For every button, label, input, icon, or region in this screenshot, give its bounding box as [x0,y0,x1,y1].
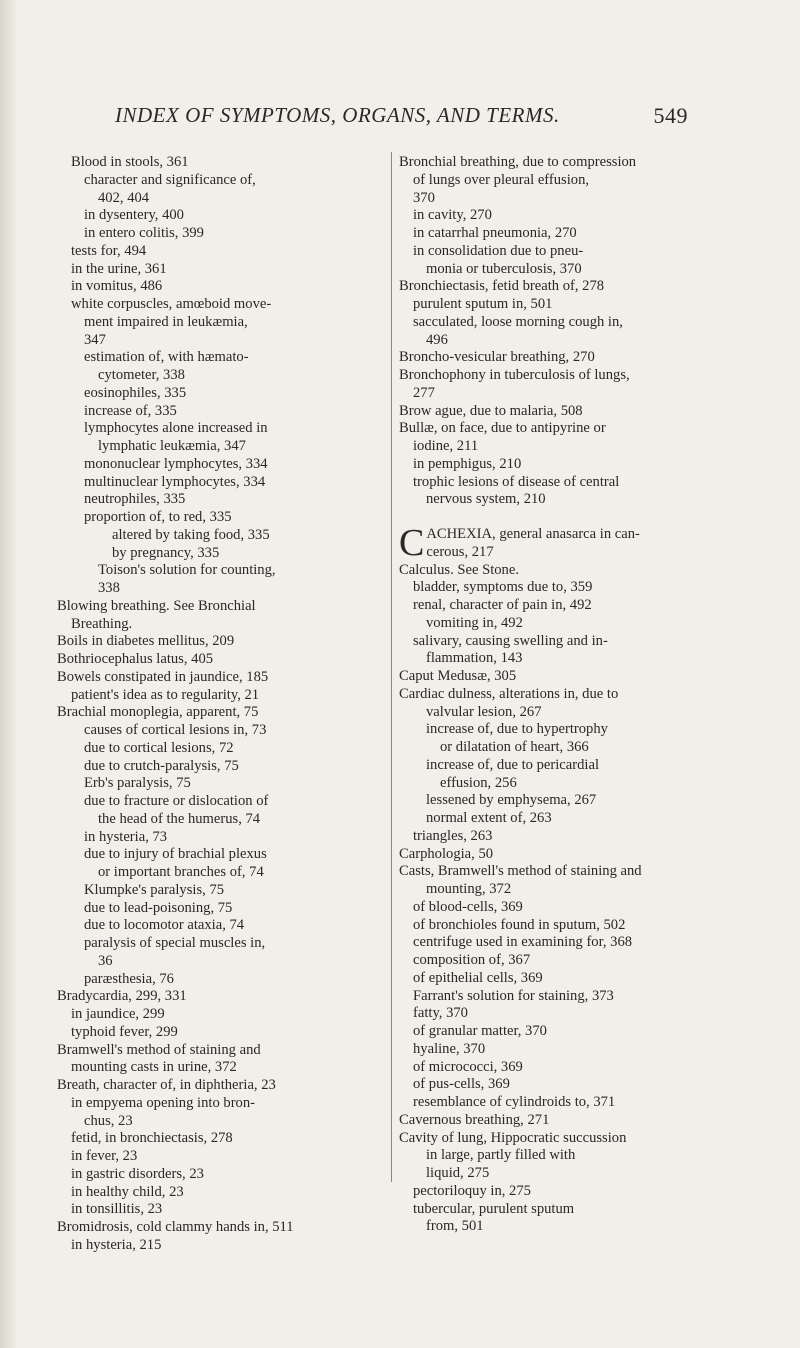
index-entry: in tonsillitis, 23 [71,1201,163,1218]
page-number: 549 [653,103,688,128]
index-entry: Breath, character of, in diphtheria, 23 [57,1077,276,1093]
index-entry: in pemphigus, 210 [413,455,522,472]
index-entry: mononuclear lymphocytes, 334 [84,455,268,472]
index-entry: 402, 404 [98,189,150,206]
index-entry: in large, partly filled with [426,1147,576,1164]
index-entry: nervous system, 210 [426,491,546,508]
index-entry: Boils in diabetes mellitus, 209 [57,633,235,650]
index-entry: of epithelial cells, 369 [413,969,543,986]
index-entry: in cavity, 270 [413,207,492,224]
index-entry: white corpuscles, amœboid move- [71,296,272,312]
index-entry: typhoid fever, 299 [71,1023,178,1040]
index-entry: hyaline, 370 [413,1040,486,1057]
index-entry: in healthy child, 23 [71,1183,184,1200]
index-entry: Cardiac dulness, alterations in, due to [399,685,619,702]
index-entry: lymphatic leukæmia, 347 [98,438,246,454]
index-entry: Klumpke's paralysis, 75 [84,881,225,898]
index-entry: Cavity of lung, Hippocratic succussion [399,1129,627,1146]
index-entry: renal, character of pain in, 492 [413,597,592,613]
index-entry: bladder, symptoms due to, 359 [413,579,593,596]
right-column [399,154,729,1236]
index-entry: vomiting in, 492 [426,614,523,631]
left-column [57,154,384,1255]
index-entry: the head of the humerus, 74 [98,810,261,827]
index-entry: in consolidation due to pneu- [413,242,584,259]
index-entry: trophic lesions of disease of central [413,473,620,490]
index-entry: eosinophiles, 335 [84,384,187,401]
index-entry: estimation of, with hæmato- [84,349,249,366]
index-entry: centrifuge used in examining for, 368 [413,934,633,951]
index-entry: of pus-cells, 369 [413,1076,510,1093]
index-entry: paræsthesia, 76 [84,970,174,987]
index-entry: purulent sputum in, 501 [413,296,553,312]
index-entry: Erb's paralysis, 75 [84,775,191,792]
index-entry: in empyema opening into bron- [71,1094,256,1111]
index-entry: Bronchiectasis, fetid breath of, 278 [399,278,605,295]
index-entry: Blood in stools, 361 [71,154,189,170]
index-entry: Caput Medusæ, 305 [399,668,517,684]
index-entry: of blood-cells, 369 [413,898,523,915]
index-entry: of micrococci, 369 [413,1058,523,1075]
index-entry: 277 [413,384,435,401]
index-entry: salivary, causing swelling and in- [413,632,608,649]
index-entry: Bullæ, on face, due to antipyrine or [399,420,606,437]
index-entry: in gastric disorders, 23 [71,1165,204,1182]
index-entry: cytometer, 338 [98,367,185,383]
index-entry: in fever, 23 [71,1148,138,1164]
index-entry: liquid, 275 [426,1165,490,1181]
index-entry: causes of cortical lesions in, 73 [84,722,267,738]
index-entry: increase of, 335 [84,402,177,419]
index-entry: of granular matter, 370 [413,1023,547,1039]
index-entry: Casts, Bramwell's method of staining and [399,863,642,880]
index-entry: valvular lesion, 267 [426,703,542,720]
index-entry: triangles, 263 [413,827,493,844]
index-entry: of lungs over pleural effusion, [413,171,590,188]
index-entry: 370 [413,189,435,206]
index-entry: lymphocytes alone increased in [84,420,268,437]
index-entry: multinuclear lymphocytes, 334 [84,473,266,490]
index-entry: ment impaired in leukæmia, [84,313,248,330]
index-entry: effusion, 256 [440,774,517,791]
index-entry: Bowels constipated in jaundice, 185 [57,668,269,685]
index-entry: pectoriloquy in, 275 [413,1182,531,1199]
dropcap-letter: C [399,522,425,564]
index-entry: iodine, 211 [413,438,479,454]
index-entry: flammation, 143 [426,650,523,667]
index-entry: chus, 23 [84,1112,133,1129]
index-entry: in hysteria, 73 [84,828,168,845]
index-entry: 338 [98,580,120,596]
index-entry: 496 [426,331,448,348]
index-entry: Bronchophony in tuberculosis of lungs, [399,367,630,383]
index-entry: patient's idea as to regularity, 21 [71,686,260,703]
index-entry: Bromidrosis, cold clammy hands in, 511 [57,1219,294,1235]
index-entry: in hysteria, 215 [71,1236,162,1253]
index-entry: paralysis of special muscles in, [84,935,266,951]
index-entry: resemblance of cylindroids to, 371 [413,1094,616,1110]
index-entry: composition of, 367 [413,952,531,968]
index-entry: sacculated, loose morning cough in, [413,313,623,330]
index-entry: proportion of, to red, 335 [84,509,232,525]
index-entry: or dilatation of heart, 366 [440,739,589,755]
right-column-c-entries [399,562,729,1237]
index-entry: Breathing. [71,615,133,632]
index-entry: due to locomotor ataxia, 74 [84,917,245,934]
index-entry: mounting casts in urine, 372 [71,1059,237,1076]
index-entry: in catarrhal pneumonia, 270 [413,225,577,241]
index-entry: in vomitus, 486 [71,278,163,295]
index-entry: Broncho-vesicular breathing, 270 [399,349,595,366]
index-entry: Carphologia, 50 [399,845,494,862]
index-entry: Blowing breathing. See Bronchial [57,597,256,614]
index-entry: due to crutch-paralysis, 75 [84,757,239,774]
index-entry: or important branches of, 74 [98,864,264,880]
index-entry: Farrant's solution for staining, 373 [413,987,614,1004]
index-entry: due to lead-poisoning, 75 [84,899,233,916]
index-entry: cerous, 217 [426,543,494,560]
index-entry: tests for, 494 [71,242,147,259]
index-entry: due to fracture or dislocation of [84,793,269,809]
index-entry: Brow ague, due to malaria, 508 [399,402,583,419]
index-entry: fetid, in bronchiectasis, 278 [71,1130,233,1147]
page-edge-shadow [0,0,18,1348]
index-entry: Bradycardia, 299, 331 [57,988,187,1005]
index-entry: Toison's solution for counting, [98,562,276,579]
index-entry: neutrophiles, 335 [84,491,186,508]
index-entry: Calculus. See Stone. [399,561,519,578]
index-entry: Brachial monoplegia, apparent, 75 [57,704,259,721]
index-entry: due to cortical lesions, 72 [84,739,234,756]
right-column-b-entries [399,154,729,509]
index-entry: ACHEXIA, general anasarca in can- [426,526,640,542]
index-entry: in the urine, 361 [71,260,167,277]
index-entry: in entero colitis, 399 [84,225,204,241]
index-entry: lessened by emphysema, 267 [426,792,597,809]
running-header [115,103,688,131]
index-entry: by pregnancy, 335 [112,544,220,561]
column-divider [391,152,392,1182]
index-entry: due to injury of brachial plexus [84,846,267,863]
index-entry: increase of, due to hypertrophy [426,721,608,738]
index-entry: in jaundice, 299 [71,1006,165,1022]
index-entry: Bronchial breathing, due to compression [399,154,637,170]
index-entry: fatty, 370 [413,1005,468,1022]
index-entry: from, 501 [426,1218,484,1235]
index-entry: monia or tuberculosis, 370 [426,260,582,277]
index-entry: increase of, due to pericardial [426,756,600,773]
index-entry: 36 [98,952,113,969]
index-entry: character and significance of, [84,171,256,188]
index-entry: tubercular, purulent sputum [413,1200,575,1217]
index-entry: 347 [84,331,106,348]
index-entry: mounting, 372 [426,881,512,897]
index-entry: altered by taking food, 335 [112,526,270,543]
index-entry: Cavernous breathing, 271 [399,1111,550,1128]
index-entry: Bothriocephalus latus, 405 [57,651,214,667]
header-title: INDEX OF SYMPTOMS, ORGANS, AND TERMS. [115,103,560,127]
index-entry: in dysentery, 400 [84,207,184,224]
section-gap [399,509,729,526]
index-entry: Bramwell's method of staining and [57,1041,261,1058]
index-entry: of bronchioles found in sputum, 502 [413,916,626,933]
index-entry: normal extent of, 263 [426,810,552,826]
section-c-start [399,522,729,564]
